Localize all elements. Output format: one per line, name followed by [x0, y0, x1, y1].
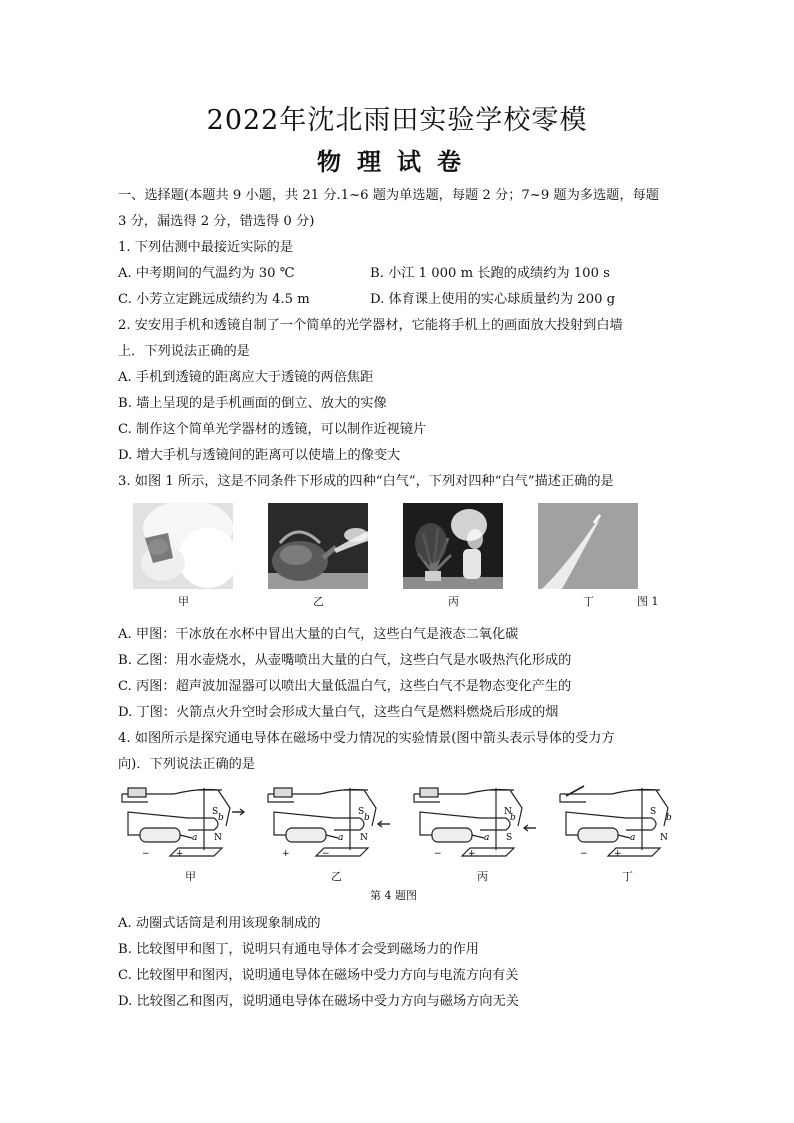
- label-N: N: [360, 833, 368, 843]
- q2-option-b: B. 墙上呈现的是手机画面的倒立、放大的实像: [118, 396, 387, 411]
- label-a: a: [338, 833, 344, 843]
- label-S: S: [212, 807, 219, 817]
- q3-caption-jia: 甲: [178, 595, 189, 608]
- photo-humidifier: [403, 503, 503, 589]
- q3-stem: 3. 如图 1 所示，这是不同条件下形成的四种“白气”，下列对四种“白气”描述正确的是: [118, 474, 614, 489]
- q2-option-a: A. 手机到透镜的距离应大于透镜的两倍焦距: [118, 370, 374, 385]
- label-plus: +: [282, 849, 290, 859]
- q4-stem-line1: 4. 如图所示是探究通电导体在磁场中受力情况的实验情景(图中箭头表示导体的受力方: [118, 731, 615, 746]
- q4-stem-line2: 向)．下列说法正确的是: [118, 757, 256, 772]
- q4-caption-yi: 乙: [331, 870, 342, 883]
- q3-option-b: B. 乙图：用水壶烧水，从壶嘴喷出大量的白气，这些白气是水吸热汽化形成的: [118, 653, 572, 668]
- section-instructions-line1: 一、选择题(本题共 9 小题，共 21 分.1~6 题为单选题，每题 2 分；7~9 题为多选题，每题: [118, 188, 659, 203]
- label-b: b: [218, 813, 224, 823]
- label-N: N: [214, 833, 222, 843]
- label-minus: −: [434, 849, 442, 859]
- label-a: a: [630, 833, 636, 843]
- q1-option-c: C. 小芳立定跳远成绩约为 4.5 m: [118, 292, 310, 307]
- q4-option-b: B. 比较图甲和图丁，说明只有通电导体才会受到磁场力的作用: [118, 942, 479, 957]
- q4-caption-jia: 甲: [185, 870, 196, 883]
- q1-option-d: D. 体育课上使用的实心球质量约为 200 g: [370, 292, 616, 307]
- q4-caption-bing: 丙: [477, 870, 488, 883]
- label-b: b: [666, 813, 672, 823]
- page-subtitle: 物理试卷: [317, 147, 477, 176]
- q2-stem-line1: 2. 安安用手机和透镜自制了一个简单的光学器材，它能将手机上的画面放大投射到白墙: [118, 318, 623, 333]
- label-a: a: [484, 833, 490, 843]
- q2-option-c: C. 制作这个简单光学器材的透镜，可以制作近视镜片: [118, 422, 427, 437]
- apparatus-diagram-jia: [118, 778, 258, 863]
- apparatus-diagram-yi: [264, 778, 404, 863]
- q3-option-d: D. 丁图：火箭点火升空时会形成大量白气，这些白气是燃料燃烧后形成的烟: [118, 705, 559, 720]
- photo-kettle: [268, 503, 368, 589]
- q4-option-d: D. 比较图乙和图丙，说明通电导体在磁场中受力方向与磁场方向无关: [118, 994, 519, 1009]
- section-instructions-line2: 3 分，漏选得 2 分，错选得 0 分): [118, 214, 315, 229]
- label-b: b: [510, 813, 516, 823]
- q1-option-b: B. 小江 1 000 m 长跑的成绩约为 100 s: [370, 266, 610, 281]
- photo-rocket: [538, 503, 638, 589]
- label-minus: −: [322, 849, 330, 859]
- q3-figure-label: 图 1: [637, 595, 659, 608]
- label-plus: +: [176, 849, 184, 859]
- label-plus: +: [468, 849, 476, 859]
- q3-caption-yi: 乙: [313, 595, 324, 608]
- q3-option-c: C. 丙图：超声波加湿器可以喷出大量低温白气，这些白气不是物态变化产生的: [118, 679, 572, 694]
- q4-option-c: C. 比较图甲和图丙，说明通电导体在磁场中受力方向与电流方向有关: [118, 968, 519, 983]
- label-plus: +: [614, 849, 622, 859]
- q2-option-d: D. 增大手机与透镜间的距离可以使墙上的像变大: [118, 448, 401, 463]
- label-b: b: [364, 813, 370, 823]
- label-S: S: [358, 807, 365, 817]
- label-N: N: [504, 807, 512, 817]
- label-minus: −: [142, 849, 150, 859]
- label-a: a: [192, 833, 198, 843]
- q1-stem: 1. 下列估测中最接近实际的是: [118, 240, 294, 255]
- label-S: S: [650, 807, 657, 817]
- q3-option-a: A. 甲图：干冰放在水杯中冒出大量的白气，这些白气是液态二氧化碳: [118, 627, 519, 642]
- q3-caption-ding: 丁: [583, 595, 594, 608]
- label-N: N: [660, 833, 668, 843]
- label-minus: −: [580, 849, 588, 859]
- page-title: 2022年沈北雨田实验学校零模: [206, 105, 588, 136]
- photo-dry-ice: [133, 503, 233, 589]
- label-S: S: [506, 833, 513, 843]
- q4-caption-ding: 丁: [622, 870, 633, 883]
- q4-option-a: A. 动圈式话筒是利用该现象制成的: [118, 916, 321, 931]
- apparatus-diagram-ding: [556, 778, 696, 863]
- q1-option-a: A. 中考期间的气温约为 30 ℃: [118, 266, 295, 281]
- q2-stem-line2: 上．下列说法正确的是: [118, 344, 250, 359]
- q4-figure-label: 第 4 题图: [370, 889, 417, 902]
- q3-caption-bing: 丙: [448, 595, 459, 608]
- apparatus-diagram-bing: [410, 778, 550, 863]
